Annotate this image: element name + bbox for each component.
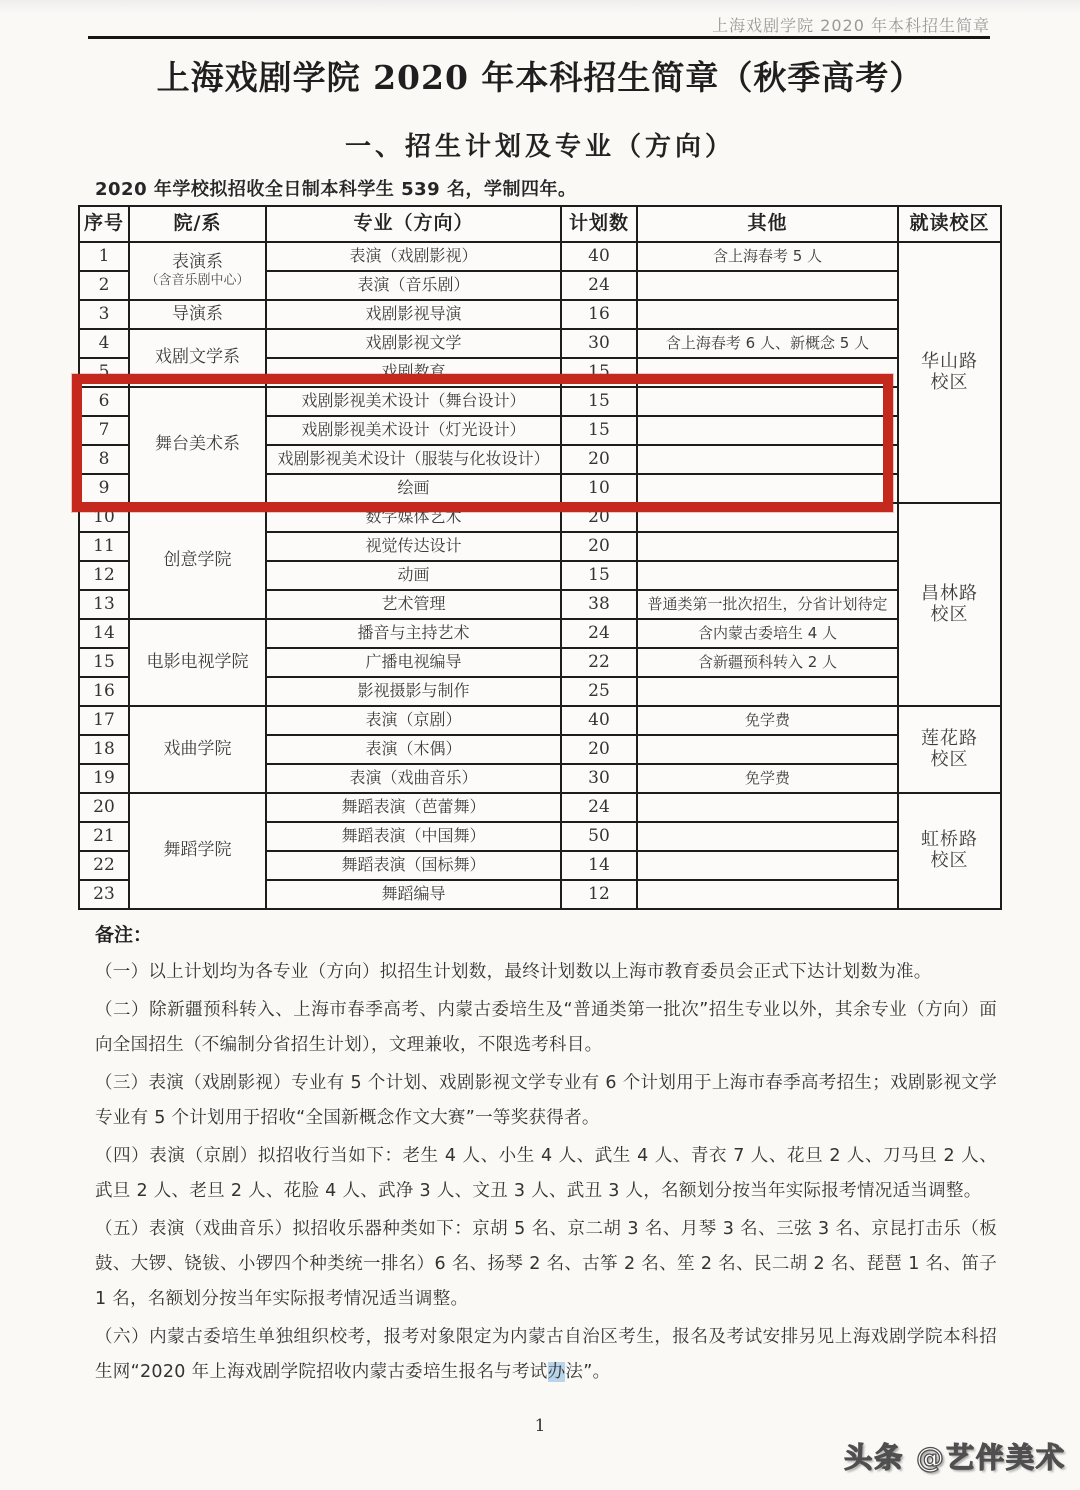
row-number-cell: 10 (79, 503, 129, 532)
enrollment-plan-table (78, 205, 1002, 910)
department-cell: 舞蹈学院 (129, 793, 266, 909)
note-item: （三）表演（戏剧影视）专业有 5 个计划、戏剧影视文学专业有 6 个计划用于上海市春季高考招生；戏剧影视文学专业有 5 个计划用于招收“全国新概念作文大赛”一等奖获得者。 (95, 1073, 997, 1128)
row-number-cell: 2 (79, 271, 129, 300)
plan-count-cell: 24 (561, 619, 637, 648)
row-number-cell: 3 (79, 300, 129, 329)
table-row (79, 329, 1001, 358)
other-info-cell: 含内蒙古委培生 4 人 (637, 619, 898, 648)
row-number-cell: 7 (79, 416, 129, 445)
plan-count-cell: 24 (561, 271, 637, 300)
major-cell: 艺术管理 (266, 590, 561, 619)
major-cell: 影视摄影与制作 (266, 677, 561, 706)
row-number-cell: 6 (79, 387, 129, 416)
table-row (79, 503, 1001, 532)
other-info-cell (637, 793, 898, 822)
plan-count-cell: 24 (561, 793, 637, 822)
row-number-cell: 18 (79, 735, 129, 764)
major-cell: 数字媒体艺术 (266, 503, 561, 532)
campus-cell: 华山路校区 (898, 242, 1001, 503)
running-header: 上海戏剧学院 2020 年本科招生简章 (712, 16, 990, 35)
note-item: （六）内蒙古委培生单独组织校考，报考对象限定为内蒙古自治区考生，报名及考试安排另见上海戏剧学院本科招生网“2020 年上海戏剧学院招收内蒙古委培生报名与考试办法”。 (95, 1327, 997, 1382)
major-cell: 舞蹈编导 (266, 880, 561, 909)
plan-count-cell: 50 (561, 822, 637, 851)
plan-count-cell: 20 (561, 503, 637, 532)
other-info-cell (637, 677, 898, 706)
other-info-cell: 免学费 (637, 764, 898, 793)
department-cell: 戏剧文学系 (129, 329, 266, 387)
table-row (79, 300, 1001, 329)
plan-count-cell: 12 (561, 880, 637, 909)
major-cell: 戏剧影视导演 (266, 300, 561, 329)
campus-cell: 莲花路校区 (898, 706, 1001, 793)
other-info-cell (637, 851, 898, 880)
notes-section (95, 920, 997, 1393)
col-header-other: 其他 (637, 206, 898, 242)
major-cell: 视觉传达设计 (266, 532, 561, 561)
header-rule (88, 36, 990, 39)
other-info-cell (637, 561, 898, 590)
row-number-cell: 4 (79, 329, 129, 358)
major-cell: 舞蹈表演（芭蕾舞） (266, 793, 561, 822)
major-cell: 表演（戏曲音乐） (266, 764, 561, 793)
other-info-cell (637, 271, 898, 300)
major-cell: 播音与主持艺术 (266, 619, 561, 648)
row-number-cell: 16 (79, 677, 129, 706)
notes-title: 备注： (95, 924, 153, 946)
other-info-cell: 免学费 (637, 706, 898, 735)
plan-count-cell: 15 (561, 387, 637, 416)
row-number-cell: 9 (79, 474, 129, 503)
document-title: 上海戏剧学院 2020 年本科招生简章（秋季高考） (156, 58, 924, 97)
other-info-cell: 含上海春考 5 人 (637, 242, 898, 271)
other-info-cell: 含新疆预科转入 2 人 (637, 648, 898, 677)
row-number-cell: 12 (79, 561, 129, 590)
row-number-cell: 15 (79, 648, 129, 677)
department-subtext: （含音乐剧中心） (145, 272, 250, 288)
other-info-cell: 普通类第一批次招生，分省计划待定 (637, 590, 898, 619)
major-cell: 戏剧影视美术设计（舞台设计） (266, 387, 561, 416)
other-info-cell (637, 358, 898, 387)
other-info-cell (637, 880, 898, 909)
table-row (79, 619, 1001, 648)
major-cell: 表演（音乐剧） (266, 271, 561, 300)
plan-count-cell: 30 (561, 764, 637, 793)
other-info-cell (637, 387, 898, 416)
major-cell: 广播电视编导 (266, 648, 561, 677)
plan-count-cell: 25 (561, 677, 637, 706)
row-number-cell: 22 (79, 851, 129, 880)
highlighted-character: 办 (547, 1362, 566, 1382)
other-info-cell: 含上海春考 6 人、新概念 5 人 (637, 329, 898, 358)
col-header-dept: 院/系 (129, 206, 266, 242)
major-cell: 戏剧影视美术设计（服装与化妆设计） (266, 445, 561, 474)
major-cell: 舞蹈表演（国标舞） (266, 851, 561, 880)
plan-count-cell: 10 (561, 474, 637, 503)
plan-count-cell: 20 (561, 445, 637, 474)
campus-cell: 虹桥路校区 (898, 793, 1001, 909)
note-item: （一）以上计划均为各专业（方向）拟招生计划数，最终计划数以上海市教育委员会正式下达计划数为准。 (95, 962, 932, 982)
other-info-cell (637, 474, 898, 503)
major-cell: 舞蹈表演（中国舞） (266, 822, 561, 851)
plan-count-cell: 40 (561, 242, 637, 271)
plan-count-cell: 38 (561, 590, 637, 619)
plan-count-cell: 20 (561, 735, 637, 764)
major-cell: 戏剧影视美术设计（灯光设计） (266, 416, 561, 445)
department-cell: 舞台美术系 (129, 387, 266, 503)
table-row (79, 242, 1001, 271)
row-number-cell: 1 (79, 242, 129, 271)
note-item: （五）表演（戏曲音乐）拟招收乐器种类如下：京胡 5 名、京二胡 3 名、月琴 3 名、三弦 3 名、京昆打击乐（板鼓、大锣、铙钹、小锣四个种类统一排名）6 名、扬琴 2 名、古筝 2 名、笙 2 名、民二胡 2 名、琵琶 1 名、笛子 1 名，名额划分按当年实际报考情况适当调整。 (95, 1219, 997, 1309)
other-info-cell (637, 416, 898, 445)
row-number-cell: 8 (79, 445, 129, 474)
major-cell: 绘画 (266, 474, 561, 503)
table-header-row (79, 206, 1001, 242)
plan-count-cell: 15 (561, 358, 637, 387)
major-cell: 动画 (266, 561, 561, 590)
department-cell: 导演系 (129, 300, 266, 329)
row-number-cell: 13 (79, 590, 129, 619)
col-header-plan: 计划数 (561, 206, 637, 242)
col-header-major: 专业（方向） (266, 206, 561, 242)
major-cell: 表演（戏剧影视） (266, 242, 561, 271)
row-number-cell: 19 (79, 764, 129, 793)
plan-count-cell: 22 (561, 648, 637, 677)
note-item: （四）表演（京剧）拟招收行当如下：老生 4 人、小生 4 人、武生 4 人、青衣 7 人、花旦 2 人、刀马旦 2 人、武旦 2 人、老旦 2 人、花脸 4 人、武净 3 人、文丑 3 人、武丑 3 人，名额划分按当年实际报考情况适当调整。 (95, 1146, 997, 1201)
department-cell: 戏曲学院 (129, 706, 266, 793)
row-number-cell: 11 (79, 532, 129, 561)
major-cell: 表演（木偶） (266, 735, 561, 764)
department-cell: 表演系 （含音乐剧中心） (129, 242, 266, 300)
row-number-cell: 17 (79, 706, 129, 735)
table-row (79, 387, 1001, 416)
row-number-cell: 23 (79, 880, 129, 909)
major-cell: 表演（京剧） (266, 706, 561, 735)
note-item: （二）除新疆预科转入、上海市春季高考、内蒙古委培生及“普通类第一批次”招生专业以外，其余专业（方向）面向全国招生（不编制分省招生计划），文理兼收，不限选考科目。 (95, 1000, 997, 1055)
col-header-no: 序号 (79, 206, 129, 242)
plan-count-cell: 30 (561, 329, 637, 358)
col-header-campus: 就读校区 (898, 206, 1001, 242)
campus-cell: 昌林路校区 (898, 503, 1001, 706)
other-info-cell (637, 445, 898, 474)
intro-text: 2020 年学校拟招收全日制本科学生 539 名，学制四年。 (95, 179, 577, 200)
notes-list (95, 955, 997, 1390)
department-cell: 创意学院 (129, 503, 266, 619)
other-info-cell (637, 532, 898, 561)
department-cell: 电影电视学院 (129, 619, 266, 706)
plan-count-cell: 40 (561, 706, 637, 735)
plan-count-cell: 14 (561, 851, 637, 880)
table-row (79, 793, 1001, 822)
other-info-cell (637, 822, 898, 851)
other-info-cell (637, 503, 898, 532)
section-title: 一、招生计划及专业（方向） (344, 132, 735, 162)
table-body (79, 242, 1001, 909)
row-number-cell: 5 (79, 358, 129, 387)
watermark-text: 头条 @艺伴美术 (844, 1441, 1066, 1474)
plan-count-cell: 20 (561, 532, 637, 561)
other-info-cell (637, 300, 898, 329)
page-number: 1 (534, 1416, 546, 1436)
table-row (79, 706, 1001, 735)
plan-count-cell: 16 (561, 300, 637, 329)
row-number-cell: 20 (79, 793, 129, 822)
other-info-cell (637, 735, 898, 764)
row-number-cell: 21 (79, 822, 129, 851)
row-number-cell: 14 (79, 619, 129, 648)
plan-count-cell: 15 (561, 416, 637, 445)
plan-count-cell: 15 (561, 561, 637, 590)
major-cell: 戏剧教育 (266, 358, 561, 387)
major-cell: 戏剧影视文学 (266, 329, 561, 358)
